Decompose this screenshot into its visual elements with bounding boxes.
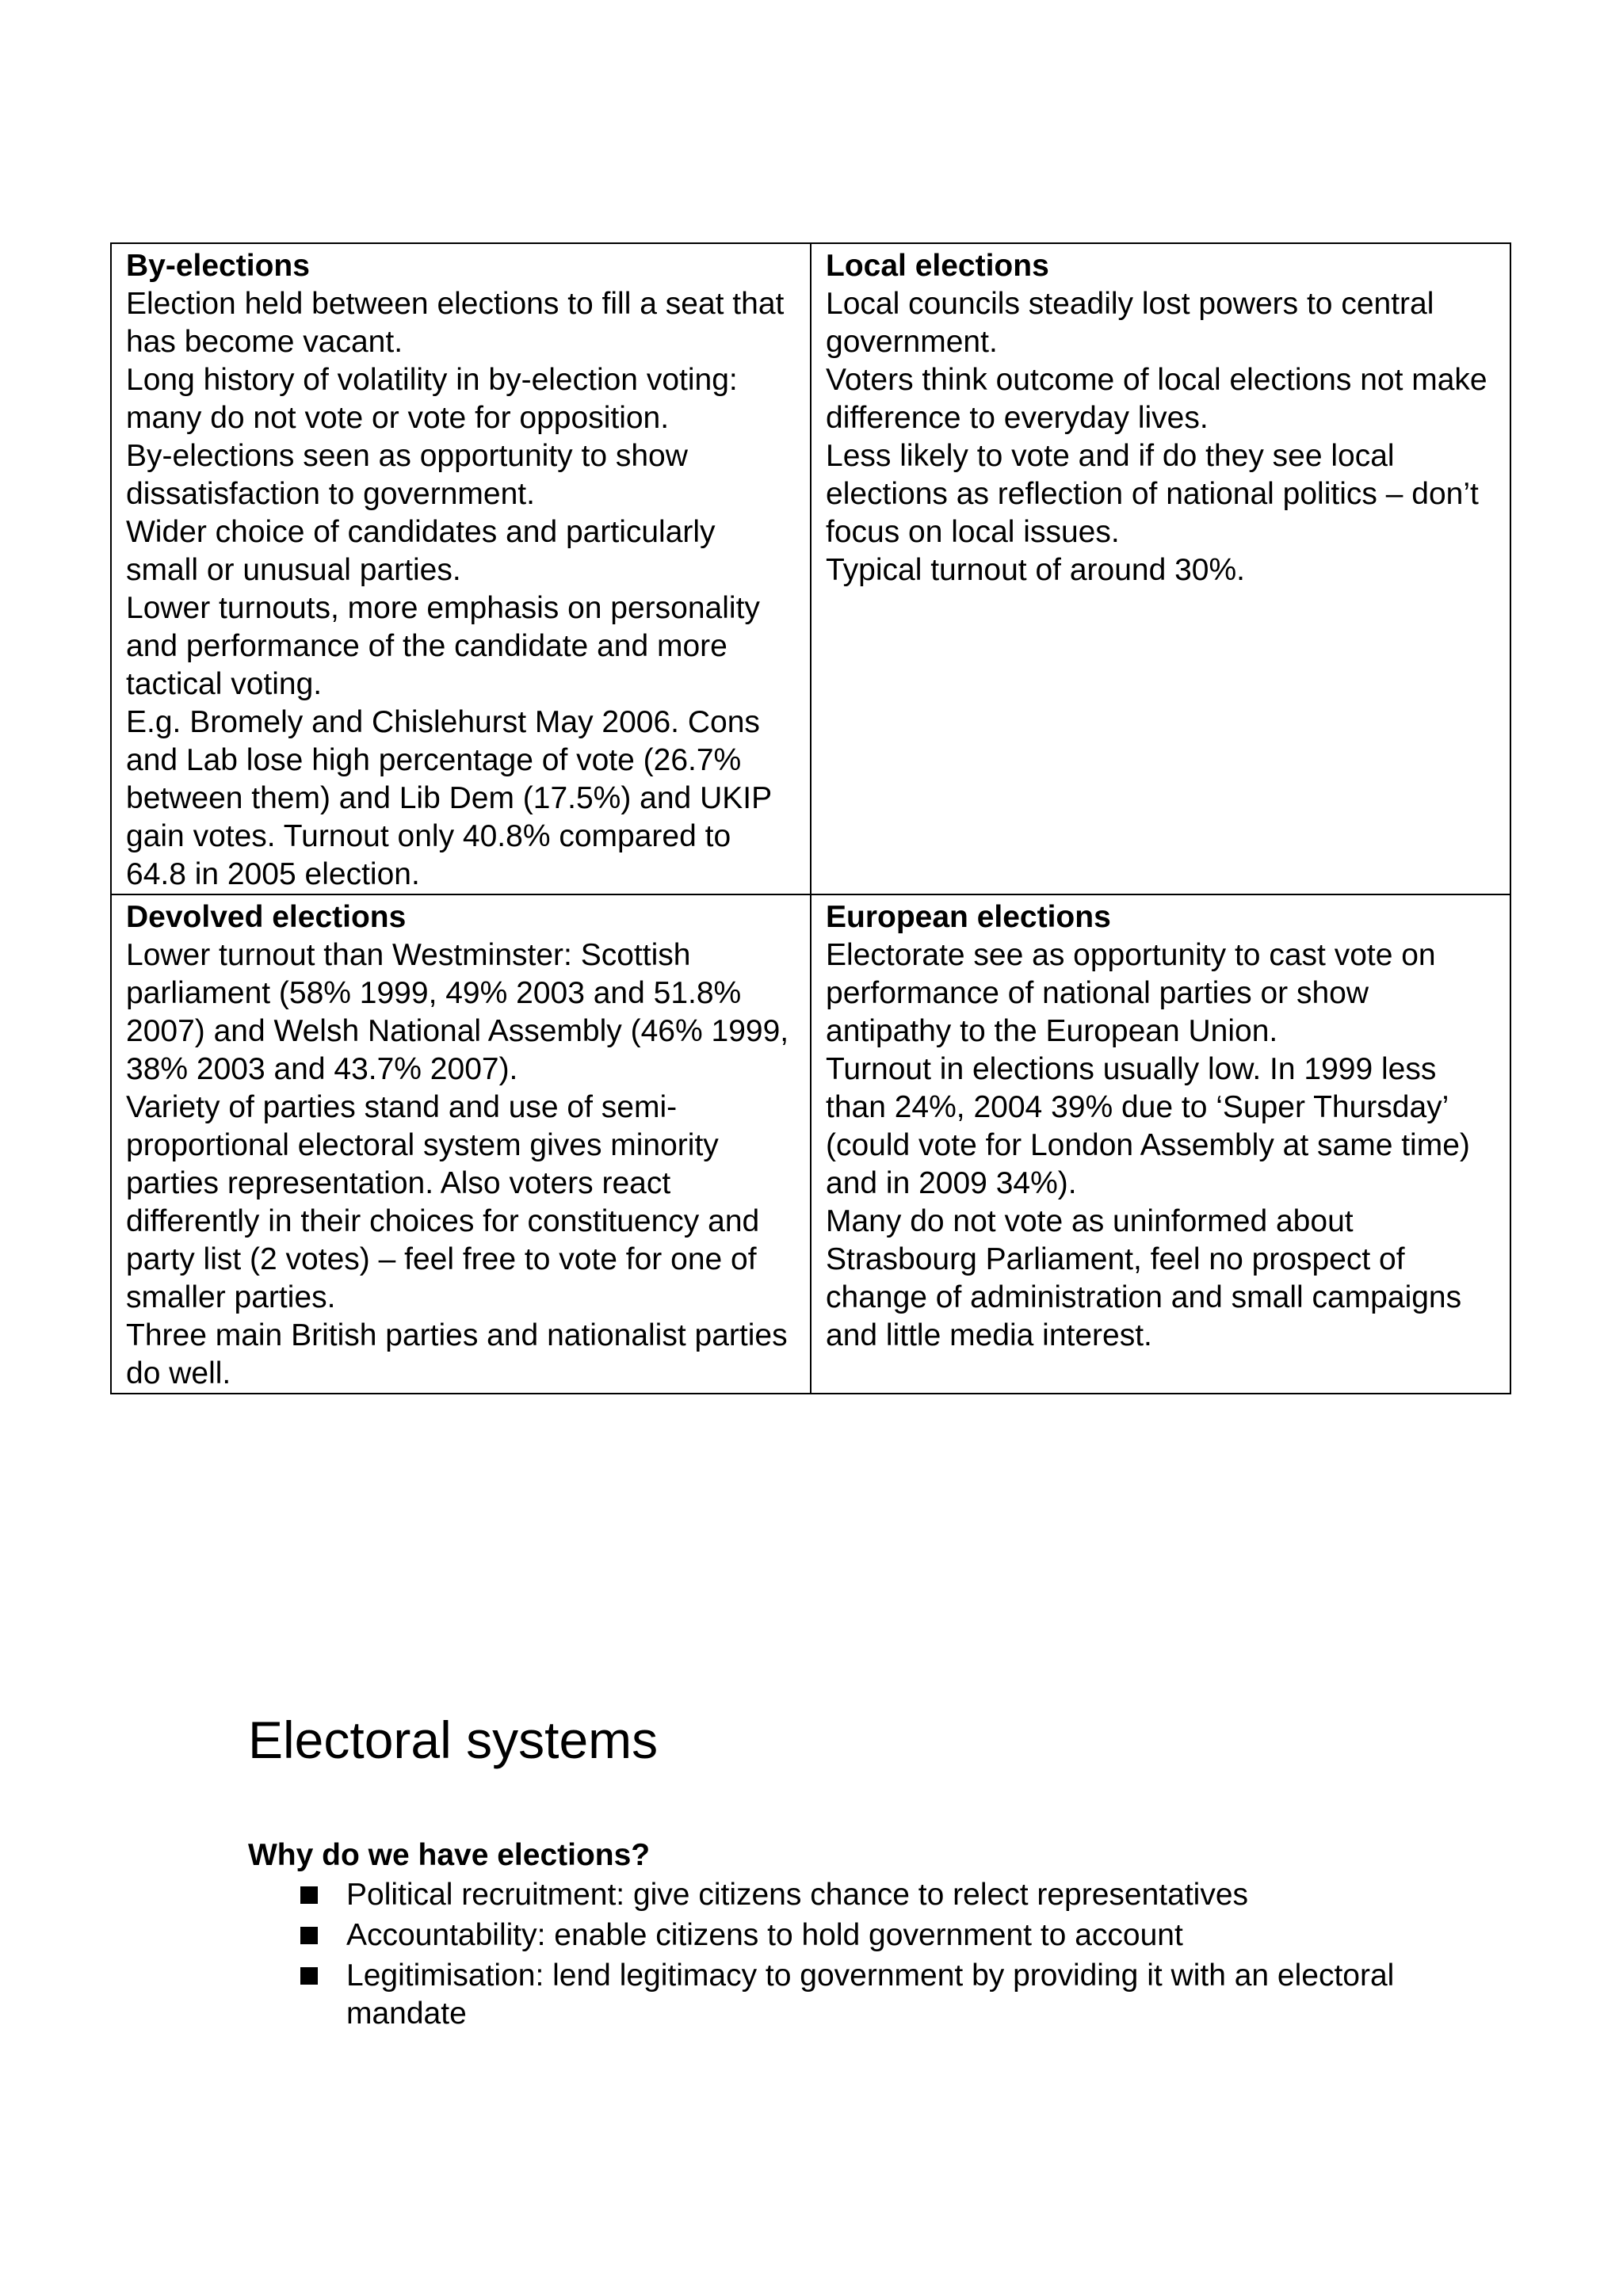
cell-text: Lower turnouts, more emphasis on personality and performance of the candidate and more tactical voting. <box>126 591 760 701</box>
list-item <box>248 1876 1437 1914</box>
cell-text: Turnout in elections usually low. In 1999 less than 24%, 2004 39% due to ‘Super Thursday’ (could vote for London Assembly at same time) and in 2009 34%). <box>826 1052 1470 1200</box>
cell-text: Local councils steadily lost powers to central government. <box>826 287 1434 359</box>
subheading: Why do we have elections? <box>248 1838 651 1872</box>
cell-text: Lower turnout than Westminster: Scottish parliament (58% 1999, 49% 2003 and 51.8% 2007) and Welsh National Assembly (46% 1999, 38% 2003 and 43.7% 2007). <box>126 938 789 1086</box>
local-elections-cell <box>811 243 1510 894</box>
cell-text: Election held between elections to fill a seat that has become vacant. <box>126 287 785 359</box>
by-elections-cell <box>111 243 811 894</box>
section-heading: Electoral systems <box>248 1711 659 1769</box>
list-item-text: Legitimisation: lend legitimacy to government by providing it with an electoral mandate <box>346 1958 1395 2031</box>
european-elections-cell <box>811 894 1510 1394</box>
cell-text: Wider choice of candidates and particularly small or unusual parties. <box>126 515 716 587</box>
cell-text: Less likely to vote and if do they see local elections as reflection of national politics – don’t focus on local issues. <box>826 439 1479 549</box>
list-item-text: Accountability: enable citizens to hold government to account <box>346 1918 1183 1952</box>
square-bullet-icon <box>300 1927 318 1944</box>
list-item-text: Political recruitment: give citizens chance to relect representatives <box>346 1878 1249 1912</box>
cell-text: By-elections seen as opportunity to show dissatisfaction to government. <box>126 439 688 511</box>
cell-text: Long history of volatility in by-election voting: many do not vote or vote for opposition. <box>126 363 738 435</box>
election-types-table <box>110 242 1511 1394</box>
cell-title: Devolved elections <box>126 900 407 934</box>
devolved-elections-cell <box>111 894 811 1394</box>
list-item <box>248 1917 1437 1955</box>
cell-text: Three main British parties and nationalist parties do well. <box>126 1318 788 1390</box>
bullet-list <box>248 1876 1437 2035</box>
cell-text: Typical turnout of around 30%. <box>826 553 1245 587</box>
square-bullet-icon <box>300 1967 318 1985</box>
cell-title: Local elections <box>826 249 1049 283</box>
cell-text: Variety of parties stand and use of semi-proportional electoral system gives minority parties representation. Also voters react differently in their choices for constituency and party list (2 votes) – feel free to vote for one of smaller parties. <box>126 1090 760 1314</box>
cell-text: Many do not vote as uninformed about Strasbourg Parliament, feel no prospect of change of administration and small campaigns and little media interest. <box>826 1204 1462 1352</box>
square-bullet-icon <box>300 1886 318 1904</box>
list-item <box>248 1957 1437 2033</box>
table-row <box>111 243 1510 894</box>
cell-title: By-elections <box>126 249 310 283</box>
table-row <box>111 894 1510 1394</box>
cell-title: European elections <box>826 900 1111 934</box>
cell-text: Voters think outcome of local elections not make difference to everyday lives. <box>826 363 1487 435</box>
cell-text: Electorate see as opportunity to cast vote on performance of national parties or show antipathy to the European Union. <box>826 938 1436 1048</box>
cell-text: E.g. Bromely and Chislehurst May 2006. Cons and Lab lose high percentage of vote (26.7% between them) and Lib Dem (17.5%) and UKIP gain votes. Turnout only 40.8% compared to 64.8 in 2005 election. <box>126 705 772 891</box>
